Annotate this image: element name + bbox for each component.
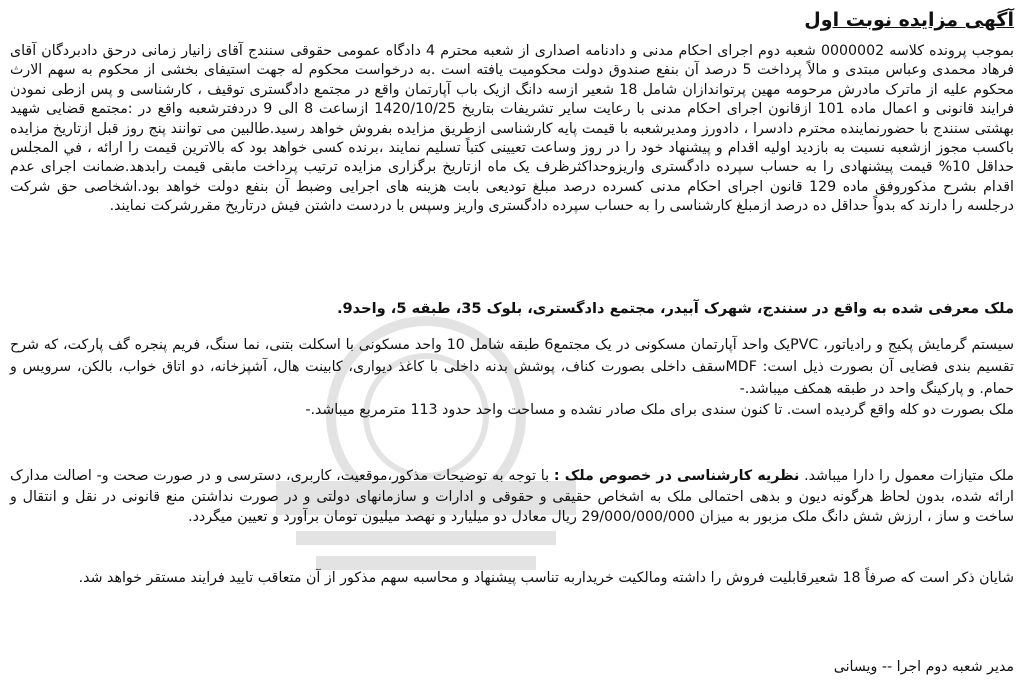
- notice-page: [6, 6, 1018, 680]
- auction-details-paragraph: بموجب پرونده کلاسه 0000002 شعبه دوم اجرای احکام مدنی و دادنامه اصداری از شعبه محترم 4 دادگاه عمومی حقوقی سنندج آقای زانیار زمانی درحق دادبردگان آقای فرهاد محمدی وعباس مبتدی و مالاً پرداخت 5 درصد آن بنفع صندوق دولت محکومیت یافته است .به درخواست محکوم له جهت استیفای بخشی از محکوم به سهم الارث محکوم علیه از ماترک مادرش مرحومه مهین پرتواندازان شامل 18 شعیر ازسه دانگ ازیک باب آپارتمان واقع در مجتمع دادگستری توقیف ، کارشناسی و پس ازطی نمودن فرایند قانونی و اعمال ماده 101 ازقانون اجرای احکام مدنی با رعایت سایر تشریفات بتاریخ 1420/10/25 ازساعت 8 الی 9 دردفترشعبه واقع در :مجتمع قضایی شهید بهشتی سنندج با حضورنماینده محترم دادسرا ، دادورز ومدیرشعبه با قیمت پایه کارشناسی ازطریق مزایده بفروش خواهد رسید.طالبین می توانند پنج روز قبل ازتاریخ مزایده باکسب مجوز ازشعبه نسبت به بازدید اولیه اقدام و پیشنهاد خود را در روز وساعت تعیینی کتباً تسلیم نمایند ،برنده کسی خواهد بود که بالاترین قیمت را ارائه ، في المجلس حداقل 10% قیمت پیشنهادی را به حساب سپرده دادگستری واریزوحداکثرظرف یک ماه ازتاریخ برگزاری مزایده ترتیب پرداخت مابقی قیمت رابدهد.ضمانت اجرای عدم اقدام بشرح مذکوروفق ماده 129 قانون اجرای احکام مدنی کسرده درصد مبلغ تودیعی بابت هزینه های اجرایی وضبط آن بنفع دولت خواهد بود.اشخاصی حق شرکت درجلسه را دارند که بدواً حداقل ده درصد ازمبلغ کارشناسی را به حساب سپرده دادگستری واریز وسپس با دردست داشتن فیش درتاریخ مقررشرکت نمایند.: [10, 43, 1015, 215]
- share-note-paragraph: شایان ذکر است که صرفاً 18 شعیرقابلیت فروش را داشته ومالکیت خریداربه تناسب پیشنهاد و محاسبه سهم مذکور از آن متعاقب تایید فرایند مستقر خواهد شد.: [78, 570, 1014, 586]
- expert-opinion-label: نظریه کارشناسی در خصوص ملک :: [553, 468, 800, 484]
- expert-opinion-lead: ملک متیازات معمول را دارا میباشد.: [804, 468, 1014, 484]
- property-heading: ملک معرفی شده به واقع در سنندج، شهرک آبیدر، مجتمع دادگستری، بلوک 35، طبقه 5، واحد9.: [336, 300, 1014, 317]
- property-description-paragraph: سیستم گرمایش پکیج و رادیاتور، PVCیک واحد آپارتمان مسکونی در یک مجتمع6 طبقه شامل 10 واحد مسکونی با اسکلت بتنی، نما سنگ، فریم پنجره گف پارکت، که شرح تقسیم بندی فضایی آن بصورت ذیل است: MDFسقف داخلی بصورت کناف، پوشش بدنه داخلی با کاغذ دیواری، کابینت هال، آشپزخانه، دو اتاق خواب، بالکن، سرویس و حمام. و پارکینگ واحد در طبقه همکف میباشد.-: [10, 337, 1014, 397]
- property-area-paragraph: ملک بصورت دو کله واقع گردیده است. تا کنون سندی برای ملک صادر نشده و مساحت واحد حدود 113 مترمربع میباشد.-: [305, 402, 1014, 418]
- notice-title: آگهی مزایده نوبت اول: [804, 9, 1014, 31]
- expert-opinion-text: با توجه به توضیحات مذکور،موقعیت، کاربری، دسترسی و در صورت صحت و- اصالت مدارک ارائه شده، بدون لحاظ هرگونه دیون و بدهی احتمالی ملک به اشخاص حقیقی و حقوقی و ادارات و سازمانهای دولتی و در صورت نداشتن منع قانونی در نقل و انتقال و ساخت و ساز ، ارزش شش دانگ ملک مزبور به میزان 29/000/000/000 ریال معادل دو میلیارد و نهصد میلیون تومان برآورد و تعیین میگردد.: [10, 468, 1014, 525]
- expert-opinion-paragraph: [10, 466, 1014, 528]
- signature-line: مدیر شعبه دوم اجرا -- ویسانی: [833, 659, 1014, 675]
